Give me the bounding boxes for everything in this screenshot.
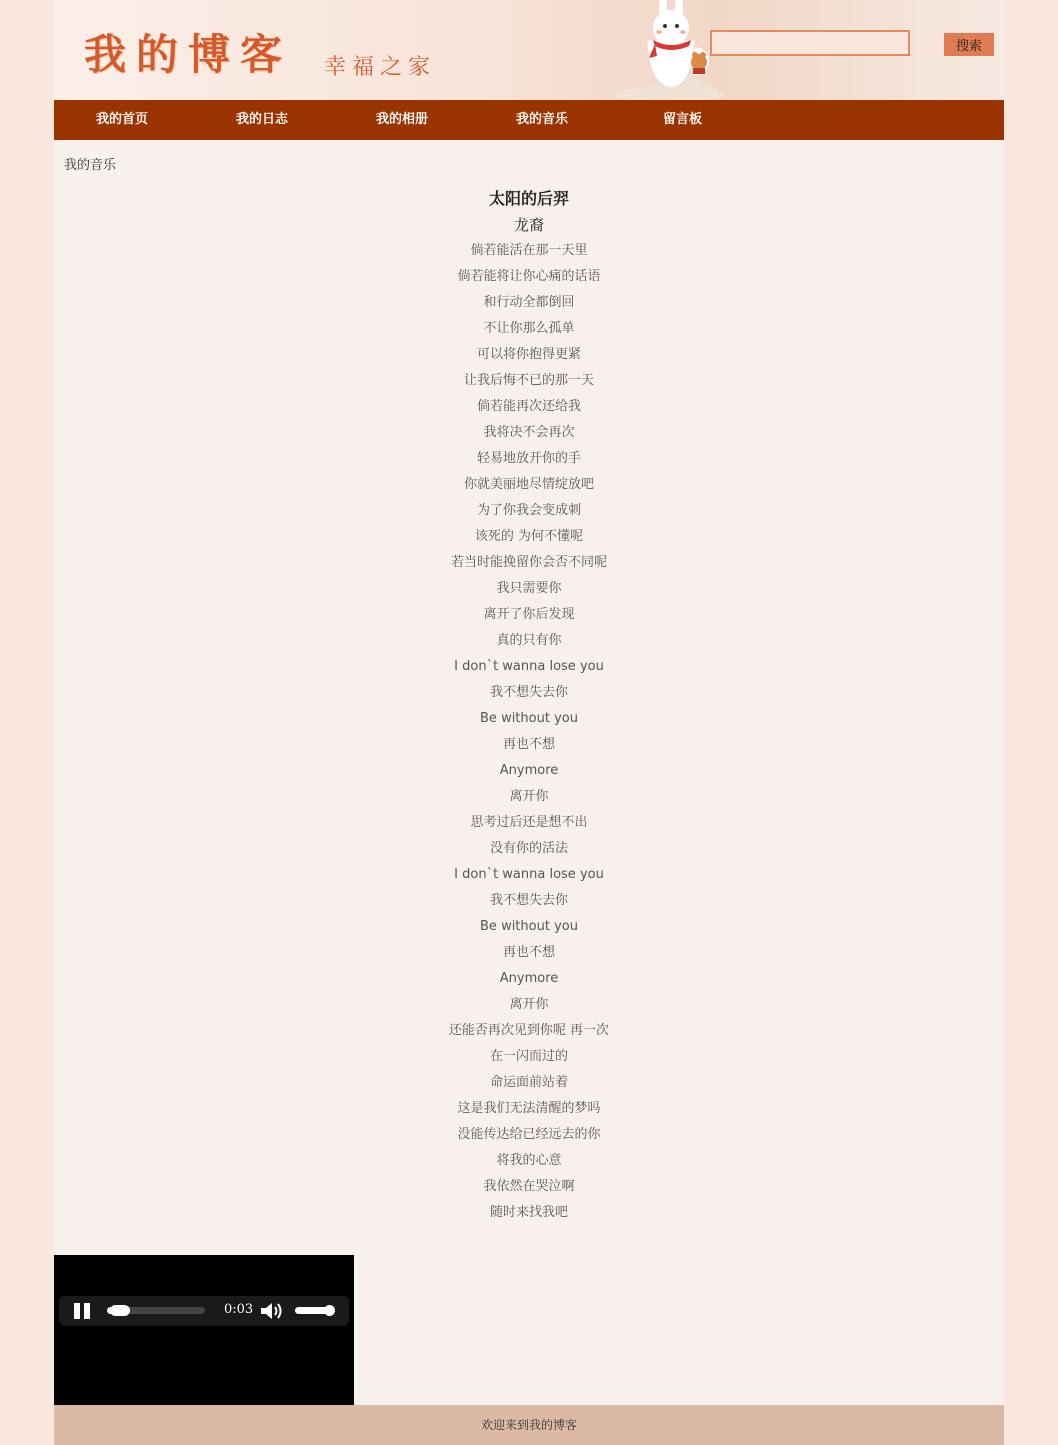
nav-item-album[interactable]: 我的相册 xyxy=(376,112,429,127)
nav-item-guestbook[interactable]: 留言板 xyxy=(663,112,703,127)
header-banner xyxy=(54,0,1004,100)
lyric-line: 离开你 xyxy=(509,789,549,804)
lyric-line: 轻易地放开你的手 xyxy=(476,451,581,466)
lyric-line: 若当时能挽留你会否不同呢 xyxy=(450,555,607,570)
lyric-line: 再也不想 xyxy=(502,737,555,752)
song-title: 太阳的后羿 xyxy=(488,189,569,208)
lyric-line: 思考过后还是想不出 xyxy=(470,815,588,830)
lyric-line: 让我后悔不已的那一天 xyxy=(463,373,594,388)
lyric-line: 再也不想 xyxy=(502,945,555,960)
lyric-line: 这是我们无法清醒的梦吗 xyxy=(457,1101,601,1116)
volume-slider[interactable] xyxy=(295,1307,335,1314)
lyrics-section xyxy=(54,186,1004,1226)
lyric-line: 离开了你后发现 xyxy=(483,607,575,622)
lyric-line: 随时来找我吧 xyxy=(489,1205,568,1220)
time-display: 0:03 xyxy=(224,1302,254,1317)
lyric-line: Be without you xyxy=(480,711,578,726)
lyric-line: 还能否再次见到你呢 再一次 xyxy=(448,1023,610,1038)
lyric-line: 和行动全都倒回 xyxy=(483,295,575,310)
lyric-line: Anymore xyxy=(499,763,559,778)
speaker-icon[interactable] xyxy=(259,1301,285,1321)
lyric-line: 为了你我会变成刺 xyxy=(476,503,581,518)
lyric-line: 没有你的活法 xyxy=(489,841,568,856)
lyric-line: 离开你 xyxy=(509,997,549,1012)
progress-slider[interactable] xyxy=(107,1307,205,1314)
lyric-line: 倘若能将让你心痛的话语 xyxy=(457,269,601,284)
lyric-line: 可以将你抱得更紧 xyxy=(476,347,581,362)
lyric-line: 没能传达给已经远去的你 xyxy=(457,1127,601,1142)
lyric-line: 真的只有你 xyxy=(496,633,562,648)
footer: 欢迎来到我的博客 xyxy=(54,1405,1004,1445)
lyric-line: 我依然在哭泣啊 xyxy=(483,1179,575,1194)
lyric-line: 倘若能再次还给我 xyxy=(476,399,581,414)
lyric-line: 该死的 为何不懂呢 xyxy=(474,529,584,544)
lyric-line: 我只需要你 xyxy=(496,581,562,596)
progress-knob[interactable] xyxy=(110,1305,130,1316)
lyric-line: 倘若能活在那一天里 xyxy=(470,243,588,258)
lyric-line: 将我的心意 xyxy=(496,1153,562,1168)
volume-knob[interactable] xyxy=(324,1305,335,1316)
logo-title: 我的博客 xyxy=(84,30,293,79)
lyric-line: 我将决不会再次 xyxy=(483,425,575,440)
lyric-lines xyxy=(54,238,1004,1226)
nav-item-music[interactable]: 我的音乐 xyxy=(516,112,569,127)
logo-subtitle: 幸福之家 xyxy=(324,55,437,80)
song-artist: 龙裔 xyxy=(513,216,544,234)
lyric-line: 我不想失去你 xyxy=(489,893,568,908)
audio-player xyxy=(54,1255,354,1405)
lyric-line: I don`t wanna lose you xyxy=(454,659,604,674)
nav-item-home[interactable]: 我的首页 xyxy=(96,112,149,127)
lyric-line: 不让你那么孤单 xyxy=(483,321,575,336)
pause-icon[interactable] xyxy=(74,1303,92,1319)
search-button[interactable]: 搜索 xyxy=(944,33,994,56)
lyric-line: 在一闪而过的 xyxy=(489,1049,568,1064)
page-container xyxy=(54,0,1004,1445)
main-nav xyxy=(54,100,1004,140)
player-controls xyxy=(59,1296,349,1326)
lyric-line: 你就美丽地尽情绽放吧 xyxy=(463,477,594,492)
breadcrumb: 我的音乐 xyxy=(64,158,117,173)
lyric-line: 命运面前站着 xyxy=(489,1075,568,1090)
lyric-line: Be without you xyxy=(480,919,578,934)
nav-item-diary[interactable]: 我的日志 xyxy=(236,112,289,127)
lyric-line: 我不想失去你 xyxy=(489,685,568,700)
lyric-line: Anymore xyxy=(499,971,559,986)
lyric-line: I don`t wanna lose you xyxy=(454,867,604,882)
search-input[interactable] xyxy=(710,30,910,56)
